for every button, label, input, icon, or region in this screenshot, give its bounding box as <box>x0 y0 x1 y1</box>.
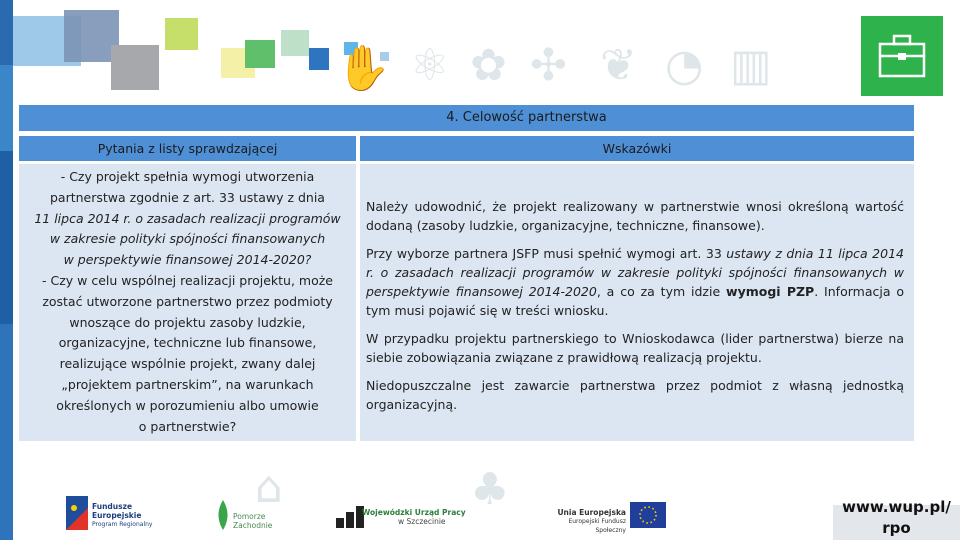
pz-logo-line: Pomorze <box>233 512 266 521</box>
hint-law-reference: ustawy z dnia 11 lipca 2014 r. o zasadach realizacji programów w zakresie polityki spójności finansowanych w perspektywie finansowej 2014-2020 <box>366 246 904 299</box>
ue-logo-line: Europejski Fundusz Społeczny <box>568 518 626 534</box>
fe-logo-line: Europejskie <box>92 511 142 520</box>
deco-square <box>281 30 309 56</box>
hints-cell <box>360 164 914 441</box>
question-line: - Czy w celu wspólnej realizacji projektu, może <box>42 272 333 288</box>
questions-cell <box>19 164 356 441</box>
deco-square <box>245 40 275 68</box>
question-line: wnoszące do projektu zasoby ludzkie, <box>69 314 306 330</box>
question-line: o partnerstwie? <box>138 418 237 434</box>
wup-logo-line: Wojewódzki Urząd Pracy <box>362 508 466 517</box>
fe-logo-line: Program Regionalny <box>92 521 153 528</box>
left-edge-bar <box>0 0 13 540</box>
recycle-icon: ✿ <box>470 40 507 91</box>
ue-logo-text <box>540 508 626 535</box>
tree-icon: ♣ <box>470 464 510 515</box>
hand-icon: ✋ <box>336 43 391 94</box>
hint-paragraph: W przypadku projektu partnerskiego to Wnioskodawca (lider partnerstwa) bierze na siebie zobowiązania związane z prawidłową realizacją projektu. <box>366 331 904 365</box>
hint-paragraph: Niedopuszczalne jest zawarcie partnerstwa przez podmiot z własną jednostką organizacyjną. <box>366 378 904 412</box>
hint-pzp: wymogi PZP <box>726 284 815 299</box>
footer-link-line: rpo <box>882 519 911 537</box>
ue-logo-line: Unia Europejska <box>557 508 626 517</box>
question-line: określonych w porozumieniu albo umowie <box>56 397 319 413</box>
hint-paragraph: Należy udowodnić, że projekt realizowany w partnerstwie wnosi określoną wartość dodaną (zasoby ludzkie, organizacyjne, techniczne, finansowe). <box>366 199 904 233</box>
atom-icon: ⚛ <box>410 40 450 91</box>
question-line: w zakresie polityki spójności finansowanych <box>49 231 326 247</box>
question-line: zostać utworzone partnerstwo przez podmioty <box>42 293 333 309</box>
eu-flag-icon <box>630 502 666 528</box>
question-line: realizujące wspólnie projekt, zwany dalej <box>59 356 316 372</box>
logo-fundusze-europejskie <box>66 490 161 534</box>
question-line: - Czy projekt spełnia wymogi utworzenia <box>60 169 315 184</box>
question-line: w perspektywie finansowej 2014-2020? <box>63 252 312 268</box>
logo-unia-europejska <box>540 490 675 534</box>
logo-pomorze-zachodnie <box>215 490 285 534</box>
fe-logo-line: Fundusze <box>92 502 133 511</box>
turbine-icon: ✣ <box>530 40 567 91</box>
pz-logo-text <box>233 512 272 530</box>
table-title-text: 4. Celowość partnerstwa <box>446 110 607 125</box>
question-line: „projektem partnerskim”, na warunkach <box>61 376 314 392</box>
deco-square <box>111 45 159 90</box>
question-line: 11 lipca 2014 r. o zasadach realizacji programów <box>34 210 341 226</box>
drop-icon: ◔ <box>665 40 704 91</box>
pz-leaf-icon <box>215 500 231 530</box>
hint-text: Przy wyborze partnera JSFP musi spełnić wymogi art. 33 <box>366 246 727 261</box>
hint-text: . Informacja o tym musi pojawić się w treści wniosku. <box>366 284 904 318</box>
wup-logo-text <box>362 508 466 526</box>
footer-link-line: www.wup.pl/ <box>842 498 951 516</box>
fe-logo-text <box>92 502 152 529</box>
fe-flag-icon <box>66 496 88 530</box>
house-icon: ⌂ <box>255 462 283 513</box>
tram-icon: ▥ <box>730 40 772 91</box>
logo-wup <box>336 490 481 534</box>
briefcase-icon <box>878 34 926 78</box>
leaf-icon: ❦ <box>600 40 637 91</box>
question-line: organizacyjne, techniczne lub finansowe, <box>58 335 317 351</box>
table-title <box>19 105 914 131</box>
header-questions: Pytania z listy sprawdzającej <box>19 136 356 161</box>
footer-link[interactable] <box>833 497 960 539</box>
briefcase-tile <box>861 16 943 96</box>
header-hints: Wskazówki <box>360 136 914 161</box>
hint-text: , a co za tym idzie <box>596 284 727 299</box>
deco-square <box>165 18 198 50</box>
deco-square <box>309 48 329 70</box>
question-line: partnerstwa zgodnie z art. 33 ustawy z dnia <box>50 189 325 205</box>
hint-paragraph <box>366 244 904 320</box>
wup-steps-icon <box>336 504 364 528</box>
wup-logo-line: w Szczecinie <box>398 517 446 526</box>
pz-logo-line: Zachodnie <box>233 521 273 530</box>
